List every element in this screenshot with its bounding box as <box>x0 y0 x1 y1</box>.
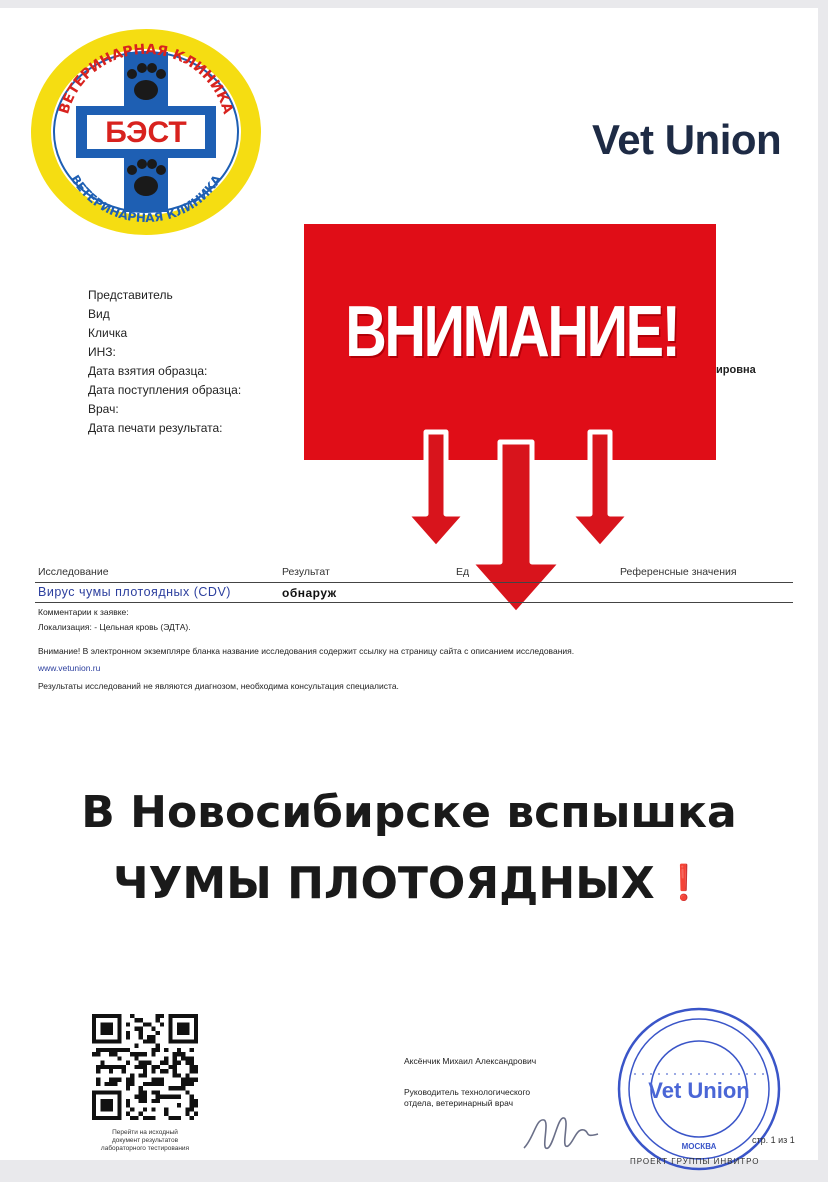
attention-title: ВНИМАНИЕ! <box>345 292 679 372</box>
test-link[interactable]: Вирус чумы плотоядных (CDV) <box>38 585 231 599</box>
info-value-fragment: ировна <box>716 364 756 376</box>
info-label: Кличка <box>88 326 128 340</box>
signer-name: Аксёнчик Михаил Александрович <box>404 1056 537 1066</box>
brand-logo: Vet Union <box>592 116 782 163</box>
signer-title: отдела, ветеринарный врач <box>404 1098 514 1108</box>
clinic-logo <box>30 28 262 236</box>
headline-line-2 <box>0 848 818 919</box>
arrow-down-icon <box>390 418 640 618</box>
info-label: Дата печати результата: <box>88 421 223 435</box>
header-units: Ед <box>456 566 470 578</box>
page-number: стр. 1 из 1 <box>752 1135 795 1145</box>
notice: Внимание! В электронном экземпляре бланка название исследования содержит ссылку на страницу сайта с описанием исследования. <box>38 646 575 656</box>
comment-label: Комментарии к заявке: <box>38 607 129 617</box>
headline-line-1: В Новосибирске вспышка <box>81 787 737 838</box>
clinic-logo-center: БЭСТ <box>105 116 187 149</box>
qr-caption-line: лабораторного тестирования <box>100 1145 190 1152</box>
info-label: Представитель <box>88 288 173 302</box>
patient-info <box>88 286 241 438</box>
exclamation-icon: ❗ <box>662 863 706 903</box>
info-label: Вид <box>88 307 110 321</box>
project-label: ПРОЕКТ ГРУППЫ ИНВИТРО <box>630 1157 760 1166</box>
clinic-logo-ring-top: ВЕТЕРИНАРНАЯ КЛИНИКА <box>56 41 236 116</box>
table-rule <box>35 602 793 603</box>
info-label: Дата поступления образца: <box>88 383 242 397</box>
qr-code[interactable] <box>92 1014 198 1120</box>
signer-title: Руководитель технологического <box>404 1087 531 1097</box>
signature <box>514 1108 604 1158</box>
info-label: Врач: <box>88 402 119 416</box>
header-test: Исследование <box>38 566 109 578</box>
clinic-logo-ring-bottom: ВЕТЕРИНАРНАЯ КЛИНИКА <box>67 172 225 226</box>
website-link[interactable]: www.vetunion.ru <box>38 663 101 673</box>
result-document <box>0 8 818 1166</box>
headline <box>0 778 818 919</box>
info-label: ИНЗ: <box>88 345 116 359</box>
stamp-city: МОСКВА <box>681 1142 717 1151</box>
test-result: обнаруж <box>282 586 337 600</box>
headline-line-2-text: ЧУМЫ ПЛОТОЯДНЫХ <box>112 858 655 909</box>
qr-caption-line: документ результатов <box>111 1137 179 1144</box>
header-reference: Референсные значения <box>620 566 737 578</box>
qr-caption <box>56 1129 234 1153</box>
info-label: Дата взятия образца: <box>88 364 208 378</box>
qr-caption-line: Перейти на исходный <box>112 1129 178 1136</box>
table-rule <box>35 582 793 583</box>
disclaimer: Результаты исследований не являются диагнозом, необходима консультация специалиста. <box>38 681 399 691</box>
localization: Локализация: - Цельная кровь (ЭДТА). <box>38 622 191 632</box>
stamp-brand: Vet Union <box>648 1078 750 1103</box>
signer-block <box>404 1056 536 1109</box>
header-result: Результат <box>282 566 330 578</box>
stamp <box>614 1004 784 1174</box>
